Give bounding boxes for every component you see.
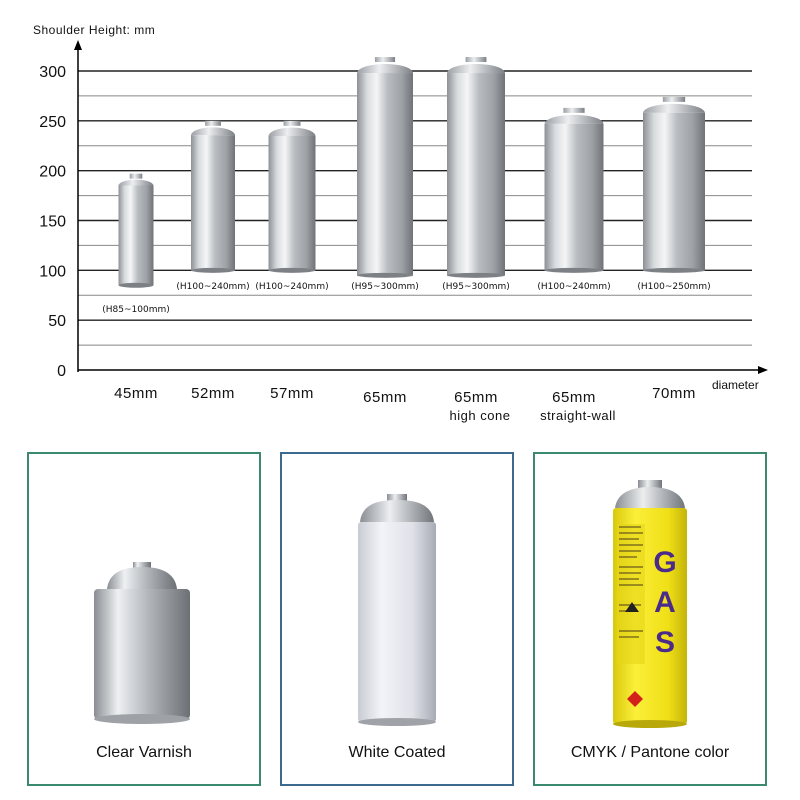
x-axis-labels bbox=[114, 385, 696, 423]
can-base bbox=[643, 268, 705, 273]
range-label: (H100~240mm) bbox=[176, 282, 250, 292]
can-dome bbox=[269, 128, 316, 136]
can-body bbox=[119, 185, 154, 285]
can-bar bbox=[643, 97, 705, 273]
can-valve bbox=[284, 121, 301, 126]
can-bar bbox=[269, 121, 316, 273]
y-axis-title: Shoulder Height: mm bbox=[33, 23, 156, 37]
can-dome bbox=[191, 127, 235, 135]
gas-letter: G bbox=[653, 546, 677, 579]
x-axis-title: diameter bbox=[712, 378, 759, 392]
range-label: (H100~240mm) bbox=[255, 282, 329, 292]
can-body bbox=[643, 113, 705, 270]
panel-cmyk-pantone bbox=[533, 452, 767, 786]
can-bar bbox=[357, 57, 413, 278]
can-bar bbox=[191, 121, 235, 273]
range-label: (H100~250mm) bbox=[637, 282, 711, 292]
x-category-label: 70mm bbox=[652, 385, 696, 402]
can-body bbox=[447, 73, 505, 275]
can-valve bbox=[563, 108, 584, 113]
can-dome bbox=[545, 115, 604, 124]
y-tick-label: 200 bbox=[39, 163, 66, 181]
panel-label: Clear Varnish bbox=[96, 744, 192, 761]
can-valve bbox=[205, 121, 221, 126]
can-dome bbox=[119, 180, 154, 186]
can-base bbox=[191, 268, 235, 273]
can-bars bbox=[119, 57, 706, 288]
y-tick-label: 100 bbox=[39, 263, 66, 281]
can-base bbox=[447, 273, 505, 278]
x-axis-arrow bbox=[758, 366, 768, 374]
can-dome bbox=[447, 64, 505, 73]
can-bar bbox=[119, 174, 154, 288]
x-category-sublabel: high cone bbox=[449, 408, 511, 423]
y-tick-label: 150 bbox=[39, 213, 66, 231]
can-valve bbox=[375, 57, 395, 62]
panel-label: CMYK / Pantone color bbox=[570, 744, 730, 761]
range-labels bbox=[102, 282, 710, 315]
panel-white-coated bbox=[280, 452, 514, 786]
gas-letter: A bbox=[654, 586, 676, 619]
x-category-label: 65mm bbox=[363, 389, 407, 406]
can-base bbox=[545, 268, 604, 273]
range-label: (H95~300mm) bbox=[351, 282, 419, 292]
white-coated-can bbox=[282, 454, 512, 784]
x-category-sublabel: straight-wall bbox=[540, 408, 616, 423]
can-base bbox=[119, 283, 154, 288]
can-dome bbox=[357, 64, 413, 73]
can-valve bbox=[663, 97, 685, 102]
x-category-label: 52mm bbox=[191, 385, 235, 402]
range-label: (H85~100mm) bbox=[102, 305, 170, 315]
can-body bbox=[357, 73, 413, 275]
panel-clear-varnish bbox=[27, 452, 261, 786]
panel-label: White Coated bbox=[348, 744, 446, 761]
y-tick-label: 50 bbox=[48, 313, 66, 331]
gas-letter: S bbox=[654, 626, 676, 659]
y-tick-label: 250 bbox=[39, 113, 66, 131]
x-category-label: 45mm bbox=[114, 385, 158, 402]
gas-can bbox=[535, 454, 765, 784]
can-bar bbox=[447, 57, 505, 278]
can-body bbox=[545, 124, 604, 270]
can-body bbox=[191, 135, 235, 270]
x-category-label: 57mm bbox=[270, 385, 314, 402]
y-tick-label: 0 bbox=[57, 363, 66, 380]
can-valve bbox=[466, 57, 487, 62]
range-label: (H95~300mm) bbox=[442, 282, 510, 292]
x-category-label: 65mm bbox=[552, 389, 596, 406]
can-body bbox=[269, 136, 316, 270]
can-bar bbox=[545, 108, 604, 273]
y-axis-ticks bbox=[39, 64, 66, 380]
x-category-label: 65mm bbox=[454, 389, 498, 406]
can-valve bbox=[130, 174, 143, 179]
range-label: (H100~240mm) bbox=[537, 282, 611, 292]
can-dome bbox=[643, 104, 705, 113]
y-tick-label: 300 bbox=[39, 64, 66, 81]
clear-varnish-can bbox=[29, 454, 259, 784]
can-base bbox=[357, 273, 413, 278]
can-base bbox=[269, 268, 316, 273]
y-axis-arrow bbox=[74, 40, 82, 50]
